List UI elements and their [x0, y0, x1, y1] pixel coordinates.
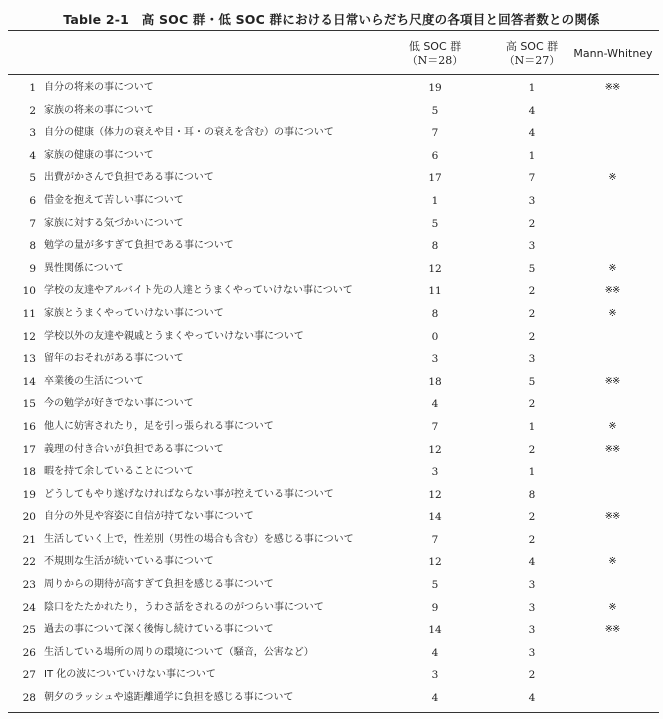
- low-soc-count: 7: [431, 420, 439, 433]
- high-soc-count: 3: [528, 624, 536, 637]
- high-soc-count: 5: [528, 262, 536, 275]
- low-soc-count: 5: [431, 104, 439, 117]
- row-item-text: 家族とうまくやっていけない事について: [44, 307, 224, 319]
- table-row: [0, 167, 663, 190]
- low-soc-count: 12: [428, 488, 442, 501]
- row-item-text: 自分の外見や容姿に自信が持てない事について: [44, 511, 254, 523]
- row-item-text: 暇を持て余していることについて: [44, 466, 194, 478]
- row-item-text: 学校以外の友達や親戚とうまくやっていけない事について: [44, 330, 304, 342]
- significance-mark: ※※: [604, 285, 620, 297]
- low-soc-count: 0: [431, 330, 439, 343]
- row-number: 5: [29, 172, 36, 185]
- low-soc-header: [405, 40, 465, 68]
- significance-mark: ※※: [604, 624, 620, 636]
- high-soc-count: 2: [528, 398, 536, 411]
- significance-mark: ※: [608, 307, 616, 319]
- row-item-text: 過去の事について深く後悔し続けている事について: [44, 624, 274, 636]
- row-number: 9: [29, 262, 36, 275]
- row-item-text: 自分の健康（体力の衰えや目・耳・の衰えを含む）の事について: [44, 127, 334, 139]
- table-row: [0, 190, 663, 213]
- high-soc-count: 3: [528, 240, 536, 253]
- high-soc-count: 2: [528, 285, 536, 298]
- low-soc-count: 12: [428, 556, 442, 569]
- low-soc-count: 3: [431, 669, 439, 682]
- high-soc-n: （N＝27）: [503, 54, 561, 67]
- row-number: 8: [29, 240, 36, 253]
- high-soc-count: 2: [528, 443, 536, 456]
- significance-mark: ※※: [604, 511, 620, 523]
- row-item-text: 今の勉学が好きでない事について: [44, 398, 194, 410]
- row-item-text: どうしてもやり遂げなければならない事が控えている事について: [44, 488, 334, 500]
- row-item-text: IT 化の波についていけない事について: [44, 669, 216, 681]
- row-number: 19: [22, 488, 36, 501]
- header-rule: [8, 74, 659, 75]
- high-soc-count: 5: [528, 375, 536, 388]
- high-soc-count: 3: [528, 601, 536, 614]
- low-soc-count: 4: [431, 398, 439, 411]
- low-soc-n: （N＝28）: [406, 54, 464, 67]
- low-soc-count: 11: [428, 285, 442, 298]
- table-row: [0, 416, 663, 439]
- high-soc-count: 1: [528, 82, 536, 94]
- significance-mark: ※※: [604, 375, 620, 387]
- row-number: 10: [22, 285, 36, 298]
- row-item-text: 朝夕のラッシュや遠距離通学に負担を感じる事について: [44, 692, 294, 704]
- high-soc-count: 2: [528, 307, 536, 320]
- row-item-text: 家族に対する気づかいについて: [44, 217, 184, 229]
- high-soc-count: 3: [528, 646, 536, 659]
- row-number: 2: [29, 104, 36, 117]
- row-number: 22: [22, 556, 36, 569]
- table-row: [0, 393, 663, 416]
- table-row: [0, 664, 663, 687]
- row-item-text: 異性関係について: [44, 262, 124, 274]
- significance-mark: ※: [608, 262, 616, 274]
- row-item-text: 義理の付き合いが負担である事について: [44, 443, 224, 455]
- high-soc-count: 2: [528, 330, 536, 343]
- row-number: 7: [29, 217, 36, 230]
- high-soc-count: 2: [528, 533, 536, 546]
- table-row: [0, 439, 663, 462]
- low-soc-count: 6: [431, 149, 439, 162]
- table-row: [0, 529, 663, 552]
- row-number: 27: [22, 669, 36, 682]
- high-soc-count: 4: [528, 556, 536, 569]
- high-soc-count: 1: [528, 149, 536, 162]
- row-number: 26: [22, 646, 36, 659]
- row-number: 16: [22, 420, 36, 433]
- bottom-rule: [8, 712, 659, 713]
- table-row: [0, 77, 663, 100]
- row-number: 28: [22, 692, 36, 705]
- high-soc-header: [502, 40, 562, 68]
- low-soc-count: 12: [428, 443, 442, 456]
- low-soc-count: 8: [431, 240, 439, 253]
- high-soc-count: 3: [528, 353, 536, 366]
- row-item-text: 留年のおそれがある事について: [44, 353, 184, 365]
- high-soc-count: 4: [528, 104, 536, 117]
- significance-mark: ※※: [604, 443, 620, 455]
- row-number: 12: [22, 330, 36, 343]
- row-number: 15: [22, 398, 36, 411]
- low-soc-count: 4: [431, 646, 439, 659]
- significance-mark: ※: [608, 420, 616, 432]
- significance-mark: ※※: [604, 82, 620, 93]
- row-item-text: 不規則な生活が続いている事について: [44, 556, 214, 568]
- row-item-text: 借金を抱えて苦しい事について: [44, 194, 184, 206]
- high-soc-count: 1: [528, 420, 536, 433]
- low-soc-count: 7: [431, 533, 439, 546]
- table-title: Table 2-1 高 SOC 群・低 SOC 群における日常いらだち尺度の各項目と回答者数との関係: [63, 12, 600, 27]
- low-soc-count: 19: [428, 82, 442, 94]
- high-soc-count: 2: [528, 511, 536, 524]
- row-number: 11: [22, 307, 36, 320]
- low-soc-count: 5: [431, 579, 439, 592]
- row-number: 17: [22, 443, 36, 456]
- low-soc-count: 8: [431, 307, 439, 320]
- low-soc-label: 低 SOC 群: [408, 40, 462, 53]
- table-row: [0, 348, 663, 371]
- low-soc-count: 3: [431, 353, 439, 366]
- mann-whitney-header: [568, 47, 658, 61]
- table-row: [0, 687, 663, 710]
- row-item-text: 生活していく上で，性差別（男性の場合も含む）を感じる事について: [44, 533, 354, 545]
- high-soc-label: 高 SOC 群: [505, 40, 559, 53]
- low-soc-count: 9: [431, 601, 439, 614]
- low-soc-count: 12: [428, 262, 442, 275]
- row-item-text: 家族の健康の事について: [44, 149, 154, 161]
- significance-mark: ※: [608, 556, 616, 568]
- row-number: 3: [29, 127, 36, 140]
- row-number: 21: [22, 533, 36, 546]
- table-row: [0, 280, 663, 303]
- low-soc-count: 4: [431, 692, 439, 705]
- row-item-text: 自分の将来の事について: [44, 82, 154, 93]
- high-soc-count: 3: [528, 579, 536, 592]
- row-number: 13: [22, 353, 36, 366]
- low-soc-count: 14: [428, 624, 442, 637]
- table-row: [0, 258, 663, 281]
- row-item-text: 出費がかさんで負担である事について: [44, 172, 214, 184]
- row-item-text: 他人に妨害されたり，足を引っ張られる事について: [44, 420, 274, 432]
- table-row: [0, 145, 663, 168]
- row-item-text: 陰口をたたかれたり，うわさ話をされるのがつらい事について: [44, 601, 324, 613]
- table-row: [0, 574, 663, 597]
- row-number: 18: [22, 466, 36, 479]
- top-rule: [8, 30, 659, 31]
- low-soc-count: 5: [431, 217, 439, 230]
- low-soc-count: 14: [428, 511, 442, 524]
- row-number: 20: [22, 511, 36, 524]
- row-item-text: 卒業後の生活について: [44, 375, 144, 387]
- low-soc-count: 18: [428, 375, 442, 388]
- table-row: [0, 461, 663, 484]
- row-item-text: 周りからの期待が高すぎて負担を感じる事について: [44, 579, 274, 591]
- high-soc-count: 7: [528, 172, 536, 185]
- low-soc-count: 3: [431, 466, 439, 479]
- row-item-text: 勉学の量が多すぎて負担である事について: [44, 240, 234, 252]
- table-row: [0, 619, 663, 642]
- row-number: 14: [22, 375, 36, 388]
- low-soc-count: 1: [431, 194, 439, 207]
- row-number: 1: [29, 82, 36, 94]
- table-row: [0, 551, 663, 574]
- row-number: 25: [22, 624, 36, 637]
- high-soc-count: 4: [528, 127, 536, 140]
- table-row: [0, 213, 663, 236]
- table-row: [0, 484, 663, 507]
- table-row: [0, 326, 663, 349]
- table-row: [0, 597, 663, 620]
- table-row: [0, 303, 663, 326]
- high-soc-count: 2: [528, 217, 536, 230]
- table-row: [0, 371, 663, 394]
- high-soc-count: 8: [528, 488, 536, 501]
- table-row: [0, 122, 663, 145]
- high-soc-count: 2: [528, 669, 536, 682]
- row-number: 24: [22, 601, 36, 614]
- row-number: 4: [29, 149, 36, 162]
- high-soc-count: 4: [528, 692, 536, 705]
- table-body: [0, 77, 663, 710]
- table-row: [0, 506, 663, 529]
- low-soc-count: 7: [431, 127, 439, 140]
- table-row: [0, 100, 663, 123]
- high-soc-count: 3: [528, 194, 536, 207]
- row-number: 6: [29, 194, 36, 207]
- table-row: [0, 642, 663, 665]
- significance-mark: ※: [608, 172, 616, 184]
- row-item-text: 家族の将来の事について: [44, 104, 154, 116]
- row-number: 23: [22, 579, 36, 592]
- table-row: [0, 235, 663, 258]
- row-item-text: 生活している場所の周りの環境について（騒音，公害など）: [44, 646, 314, 658]
- mann-whitney-label: Mann-Whitney: [573, 47, 653, 60]
- significance-mark: ※: [608, 601, 616, 613]
- row-item-text: 学校の友達やアルバイト先の人達とうまくやっていけない事について: [44, 285, 353, 297]
- high-soc-count: 1: [528, 466, 536, 479]
- low-soc-count: 17: [428, 172, 442, 185]
